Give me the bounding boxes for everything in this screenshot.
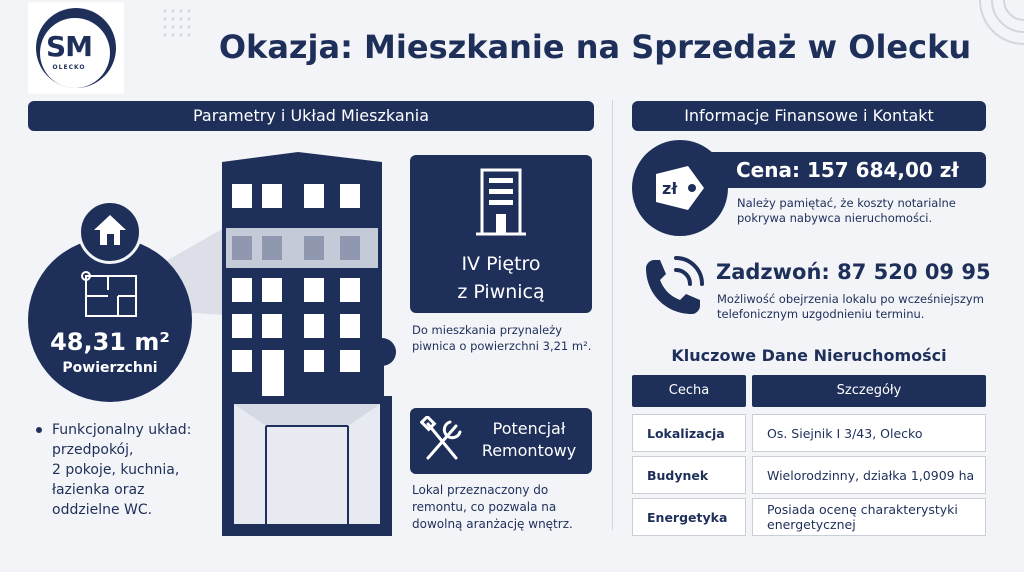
price-note: Należy pamiętać, że koszty notarialne pokrywa nabywca nieruchomości. — [737, 196, 956, 225]
price-value: Cena: 157 684,00 zł — [736, 158, 959, 182]
office-building-icon — [476, 166, 526, 238]
table-row-key: Budynek — [632, 456, 746, 494]
area-label: Powierzchni — [62, 360, 158, 376]
floor-plan-icon — [80, 270, 142, 322]
layout-line: oddzielne WC. — [52, 502, 153, 518]
layout-line: przedpokój, — [52, 442, 134, 458]
table-title: Kluczowe Dane Nieruchomości — [671, 346, 947, 365]
phone-icon — [636, 254, 706, 324]
right-section-header: Informacje Finansowe i Kontakt — [632, 101, 986, 131]
layout-line: 2 pokoje, kuchnia, — [52, 462, 180, 478]
tools-icon — [420, 416, 466, 466]
table-row-value: Wielorodzinny, działka 1,0909 ha — [752, 456, 986, 494]
layout-line: Funkcjonalny układ: — [52, 422, 192, 438]
table-header-feature: Cecha — [632, 375, 746, 407]
phone-note: Możliwość obejrzenia lokalu po wcześniejszym telefonicznym uzgodnieniu terminu. — [717, 292, 984, 321]
logo — [28, 2, 124, 94]
table-row-value: Os. Siejnik I 3/43, Olecko — [752, 414, 986, 452]
price-tag-icon — [652, 162, 708, 214]
decorative-arcs-icon — [966, 0, 1024, 60]
section-divider — [612, 100, 613, 530]
left-section-header: Parametry i Układ Mieszkania — [28, 101, 594, 131]
table-row-key: Lokalizacja — [632, 414, 746, 452]
table-row-value: Posiada ocenę charakterystyki energetycznej — [752, 498, 986, 536]
table-row-key: Energetyka — [632, 498, 746, 536]
floor-title: IV Piętro z Piwnicą — [457, 253, 545, 303]
layout-description — [36, 420, 216, 520]
bullet-icon — [36, 427, 42, 433]
floor-description: Do mieszkania przynależy piwnica o powierzchni 3,21 m². — [412, 323, 592, 353]
page-title: Okazja: Mieszkanie na Sprzedaż w Olecku — [218, 28, 972, 66]
logo-subtext: OLECKO — [52, 64, 86, 71]
home-icon — [92, 212, 128, 248]
renovation-title: Potencjał Remontowy — [481, 419, 577, 460]
logo-text: SM — [45, 30, 93, 63]
phone-number[interactable]: Zadzwoń: 87 520 09 95 — [716, 260, 991, 284]
currency-symbol: zł — [662, 179, 678, 198]
layout-line: łazienka oraz — [52, 482, 145, 498]
area-value: 48,31 m² — [50, 328, 170, 356]
renovation-description: Lokal przeznaczony do remontu, co pozwala na dowolną aranżację wnętrz. — [412, 483, 573, 531]
table-header-details: Szczegóły — [752, 375, 986, 407]
decorative-dots-icon — [162, 8, 192, 38]
